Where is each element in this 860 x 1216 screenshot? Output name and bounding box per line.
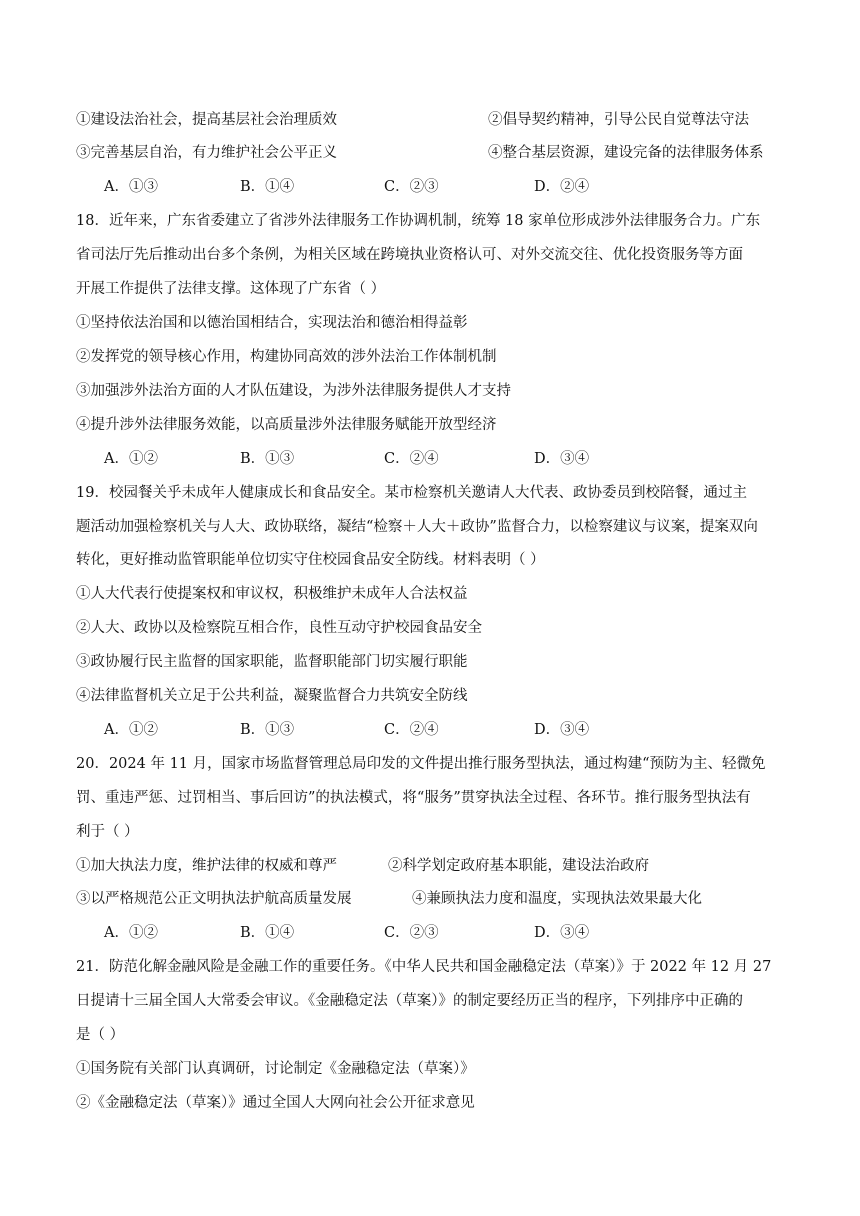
q20-option-d: D．③④: [534, 925, 590, 941]
q18-stem-line-1: 18．近年来，广东省委建立了省涉外法律服务工作协调机制，统筹 18 家单位形成涉外法律服务合力。广东: [76, 213, 761, 229]
q19-stem-line-3: 转化，更好推动监管职能单位切实守住校园食品安全防线。材料表明（ ）: [76, 552, 545, 568]
q18-options: [104, 449, 670, 469]
q17-item-2: ②倡导契约精神，引导公民自觉尊法守法: [488, 112, 749, 128]
q20-options: [104, 923, 670, 943]
q18-option-b: B．①③: [240, 451, 295, 467]
q18-option-d: D．③④: [534, 451, 590, 467]
q20-stem-line-2: 罚、重违严惩、过罚相当、事后回访”的执法模式，将“服务”贯穿执法全过程、各环节。推行服务型执法有: [76, 790, 751, 806]
q18-item-2: ②发挥党的领导核心作用，构建协同高效的涉外法治工作体制机制: [76, 349, 497, 365]
q17-option-d: D．②④: [534, 179, 590, 195]
q18-stem-line-3: 开展工作提供了法律支撑。这体现了广东省（ ）: [76, 281, 386, 297]
q17-option-c: C．②③: [384, 179, 439, 195]
q19-options: [104, 720, 670, 740]
q17-item-3: ③完善基层自治，有力维护社会公平正义: [76, 145, 337, 161]
q17-items-row-2: [76, 143, 764, 163]
q19-stem-line-2: 题活动加强检察机关与人大、政协联络，凝结“检察＋人大＋政协”监督合力，以检察建议与议案，提案双向: [76, 519, 758, 535]
q19-option-d: D．③④: [534, 722, 590, 738]
q17-options: [104, 177, 670, 197]
q20-option-c: C．②③: [384, 925, 439, 941]
q18-stem-line-2: 省司法厅先后推动出台多个条例，为相关区域在跨境执业资格认可、对外交流交往、优化投资服务等方面: [76, 247, 743, 263]
q21-item-2: ②《金融稳定法（草案）》通过全国人大网向社会公开征求意见: [76, 1095, 475, 1111]
q20-item-2: ②科学划定政府基本职能，建设法治政府: [388, 858, 649, 874]
q20-option-b: B．①④: [240, 925, 295, 941]
q20-item-1: ①加大执法力度，维护法律的权威和尊严: [76, 858, 337, 874]
q17-items-row-1: [76, 110, 749, 130]
q21-stem-line-2: 日提请十三届全国人大常委会审议。《金融稳定法（草案）》的制定要经历正当的程序，下列排序中正确的: [76, 993, 743, 1009]
q19-item-4: ④法律监督机关立足于公共利益，凝聚监督合力共筑安全防线: [76, 688, 468, 704]
q20-stem-line-1: 20．2024 年 11 月，国家市场监督管理总局印发的文件提出推行服务型执法，通过构建“预防为主、轻微免: [76, 756, 766, 772]
q17-item-4: ④整合基层资源，建设完备的法律服务体系: [488, 145, 764, 161]
q19-stem-line-1: 19．校园餐关乎未成年人健康成长和食品安全。某市检察机关邀请人大代表、政协委员到校陪餐，通过主: [76, 485, 747, 501]
q19-item-3: ③政协履行民主监督的国家职能，监督职能部门切实履行职能: [76, 654, 468, 670]
q18-item-1: ①坚持依法治国和以德治国相结合，实现法治和德治相得益彰: [76, 315, 468, 331]
q17-option-a: A．①③: [104, 179, 158, 195]
q20-items-row-1: [76, 856, 649, 876]
q18-option-a: A．①②: [104, 451, 158, 467]
q21-stem-line-1: 21．防范化解金融风险是金融工作的重要任务。《中华人民共和国金融稳定法（草案）》于 2022 年 12 月 27: [76, 959, 772, 975]
q20-stem-line-3: 利于（ ）: [76, 824, 139, 840]
q20-option-a: A．①②: [104, 925, 158, 941]
q18-item-3: ③加强涉外法治方面的人才队伍建设，为涉外法律服务提供人才支持: [76, 383, 511, 399]
q20-items-row-2: [76, 889, 702, 909]
q19-option-b: B．①③: [240, 722, 295, 738]
q17-option-b: B．①④: [240, 179, 295, 195]
q19-item-1: ①人大代表行使提案权和审议权，积极维护未成年人合法权益: [76, 586, 468, 602]
q19-item-2: ②人大、政协以及检察院互相合作，良性互动守护校园食品安全: [76, 620, 482, 636]
q18-item-4: ④提升涉外法律服务效能，以高质量涉外法律服务赋能开放型经济: [76, 417, 497, 433]
q20-item-3: ③以严格规范公正文明执法护航高质量发展: [76, 891, 352, 907]
q21-item-1: ①国务院有关部门认真调研，讨论制定《金融稳定法（草案）》: [76, 1061, 475, 1077]
q19-option-c: C．②④: [384, 722, 439, 738]
q20-item-4: ④兼顾执法力度和温度，实现执法效果最大化: [412, 891, 702, 907]
q21-stem-line-3: 是（ ）: [76, 1027, 125, 1043]
q19-option-a: A．①②: [104, 722, 158, 738]
q18-option-c: C．②④: [384, 451, 439, 467]
q17-item-1: ①建设法治社会，提高基层社会治理质效: [76, 112, 337, 128]
